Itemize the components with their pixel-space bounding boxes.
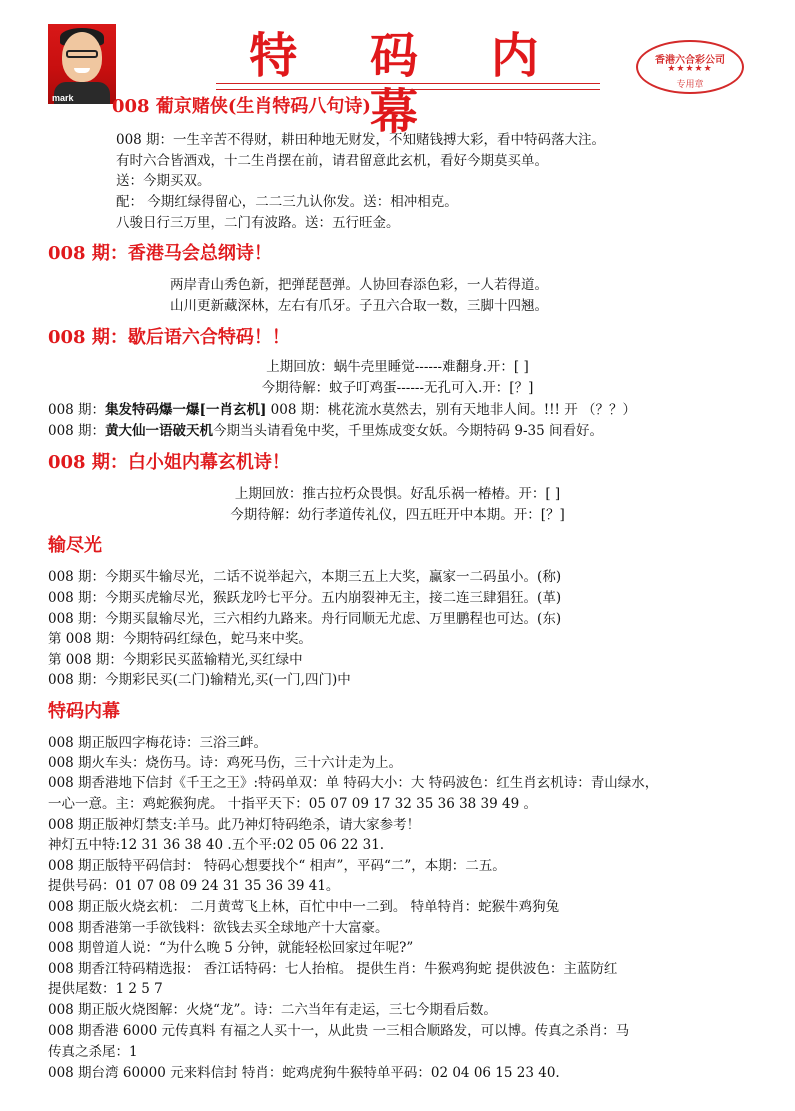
text-line: 008 期：集发特码爆一爆[一肖玄机] 008 期：桃花流水莫然去，别有天地非人间。!!! 开 （？？） <box>48 402 637 418</box>
text-line: 008 期正版火烧玄机： 二月黄莺飞上林，百忙中中一二到。 特单特肖：蛇猴牛鸡狗兔 <box>48 899 560 915</box>
text-line: 008 期香江特码精选报： 香江话特码：七人抬棺。 提供生肖：牛猴鸡狗蛇 提供波色：主蓝防红 <box>48 961 618 977</box>
text-line: 提供尾数：1 2 5 7 <box>48 981 163 997</box>
avatar-photo <box>48 24 116 104</box>
text-line: 008 期火车头：烧伤马。诗：鸡死马伤，三十六计走为上。 <box>48 755 403 771</box>
text-line: 第 008 期：今期彩民买蓝输精光,买红绿中 <box>48 652 303 668</box>
text-line: 008 期：今期买虎输尽光，猴跃龙吟七平分。五内崩裂神无主，接二连三肆猖狂。(革) <box>48 590 562 606</box>
section-heading-4: 008 期：白小姐内幕玄机诗！ <box>48 452 290 473</box>
section-heading-2: 008 期：香港马会总纲诗！ <box>48 243 272 264</box>
text-line: 配： 今期红绿得留心，二二三九认你发。送：相冲相克。 <box>116 194 458 210</box>
text-line: 神灯五中特:12 31 36 38 40 .五个平:02 05 06 22 31. <box>48 837 385 853</box>
seal-stars: ★★★★★ <box>667 64 713 74</box>
text-line: 两岸青山秀色新，把弹琵琶弹。人协回春添色彩，一人若得道。 <box>170 277 548 293</box>
text-line: 008 期：一生辛苦不得财，耕田种地无财发，不知赌钱搏大彩，看中特码落大注。 <box>116 132 606 148</box>
seal-line-3: 专用章 <box>676 80 704 90</box>
text-line: 传真之杀尾：1 <box>48 1044 138 1060</box>
text-line: 提供号码：01 07 08 09 24 31 35 36 39 41。 <box>48 878 340 894</box>
avatar-label: mark <box>52 93 74 103</box>
text-line: 上期回放：推古拉朽众畏惧。好乱乐祸一椿椿。开：[ ] <box>234 486 561 502</box>
text-line: 008 期曾道人说：“为什么晚 5 分钟，就能轻松回家过年呢?” <box>48 940 414 956</box>
section-heading-6: 特码内幕 <box>48 701 120 722</box>
title-rule-top <box>216 83 600 84</box>
text-line: 一心一意。主：鸡蛇猴狗虎。 十指平天下：05 07 09 17 32 35 36 38 39 49 。 <box>48 796 537 812</box>
text-line: 山川更新藏深林，左右有爪牙。子丑六合取一数，三脚十四翘。 <box>170 298 548 314</box>
text-line: 送：今期买双。 <box>116 173 211 189</box>
text-line: 008 期正版火烧图解：火烧“龙”。诗：二六当年有走运，三七今期看后数。 <box>48 1002 497 1018</box>
text-line: 008 期台湾 60000 元来料信封 特肖：蛇鸡虎狗牛猴特单平码：02 04 06 15 23 40. <box>48 1065 560 1081</box>
text-line: 第 008 期：今期特码红绿色，蛇马来中奖。 <box>48 631 312 647</box>
title-rule-bottom <box>216 89 600 90</box>
text-line: 有时六合皆酒戏，十二生肖摆在前，请君留意此玄机，看好今期莫买单。 <box>116 153 548 169</box>
company-seal <box>636 40 744 94</box>
text-line: 今期待解：幼行孝道传礼仪，四五旺开中本期。开：[？] <box>230 507 565 523</box>
text-line: 八骏日行三万里，二门有波路。送：五行旺金。 <box>116 215 400 231</box>
text-line: 008 期：今期买牛输尽光，二话不说举起六，本期三五上大奖，赢家一二码虽小。(称) <box>48 569 562 585</box>
text-line: 008 期正版特平码信封： 特码心想要找个“ 相声”，平码“二”，本期：二五。 <box>48 858 506 874</box>
text-line: 008 期正版四字梅花诗：三浴三衅。 <box>48 735 268 751</box>
text-line: 今期待解：蚊子叮鸡蛋------无孔可入.开：[？] <box>261 380 534 396</box>
text-line: 008 期：今期彩民买(二门)输精光,买(一门,四门)中 <box>48 672 351 688</box>
text-line: 上期回放：蜗牛壳里睡觉------难翻身.开：[ ] <box>266 359 529 375</box>
text-line: 008 期：今期买鼠输尽光，三六相约九路来。舟行同顺无尤虑、万里鹏程也可达。(东) <box>48 611 562 627</box>
section-heading-1: 008 葡京赌侠(生肖特码八句诗) <box>112 96 371 117</box>
seal-line-1: 香港六合彩公司 <box>655 55 725 66</box>
text-line: 008 期香港第一手欲钱料：欲钱去买全球地产十大富豪。 <box>48 920 389 936</box>
text-line: 008 期：黄大仙一语破天机今期当头请看兔中奖，千里炼成变女妖。今期特码 9-35 间看好。 <box>48 423 603 439</box>
section-heading-5: 输尽光 <box>48 535 102 556</box>
text-line: 008 期正版神灯禁支:羊马。此乃神灯特码绝杀，请大家参考！ <box>48 817 421 833</box>
section-heading-3: 008 期：歇后语六合特码！！ <box>48 327 290 348</box>
page-title: 特 码 内 幕 <box>249 28 567 140</box>
text-line: 008 期香港地下信封《千王之王》:特码单双：单 特码大小：大 特码波色：红生肖玄机诗：青山绿水， <box>48 775 659 791</box>
text-line: 008 期香港 6000 元传真料 有福之人买十一，从此贵 一三相合顺路发，可以博。传真之杀肖：马 <box>48 1023 630 1039</box>
